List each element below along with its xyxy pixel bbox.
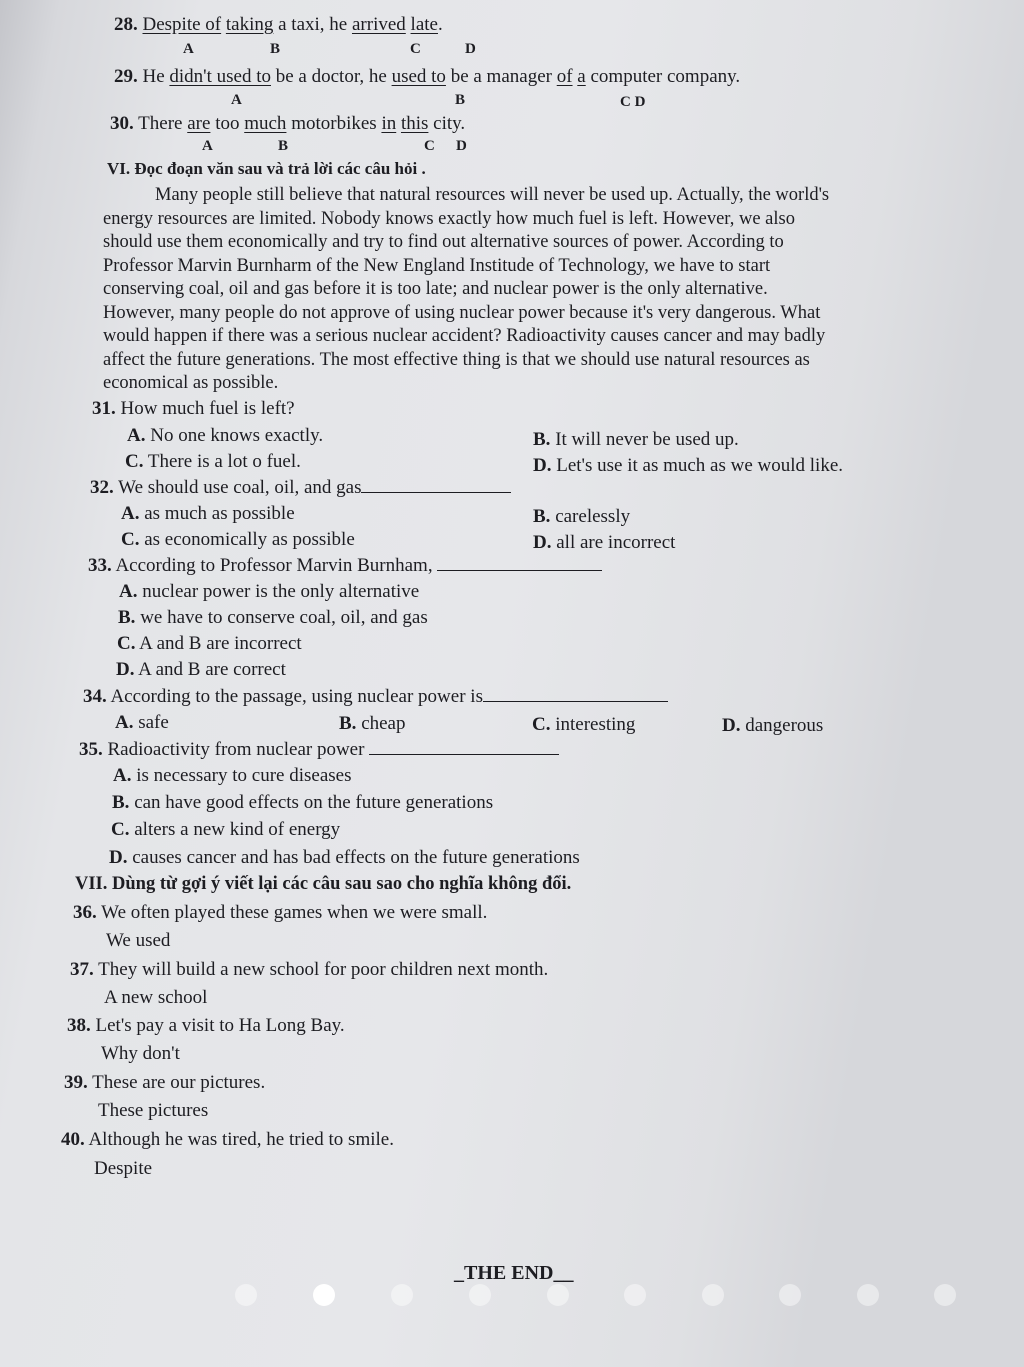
option-b: B. can have good effects on the future generations bbox=[112, 792, 494, 813]
question-30: 30. There are too much motorbikes in this city. bbox=[110, 113, 466, 134]
cue-text: We used bbox=[106, 930, 171, 951]
section-heading-7: VII. Dùng từ gợi ý viết lại các câu sau sao cho nghĩa không đổi. bbox=[75, 874, 572, 894]
question-40: 40. Although he was tired, he tried to smile. bbox=[61, 1129, 394, 1150]
option-b: B. cheap bbox=[339, 713, 406, 734]
passage-line: economical as possible. bbox=[103, 373, 279, 393]
reading-passage bbox=[103, 184, 829, 396]
question-39: 39. These are our pictures. bbox=[64, 1072, 266, 1093]
option-c: C. alters a new kind of energy bbox=[111, 819, 341, 840]
passage-line: energy resources are limited. Nobody knows exactly how much fuel is left. However, we also bbox=[103, 208, 795, 229]
page-dot[interactable] bbox=[779, 1284, 801, 1306]
cue-text: A new school bbox=[104, 987, 208, 1008]
question-32: 32. We should use coal, oil, and gas bbox=[90, 477, 511, 499]
passage-line: However, many people do not approve of using nuclear power because it's very dangerous. What bbox=[103, 302, 821, 323]
option-d: D. Let's use it as much as we would like. bbox=[533, 455, 844, 476]
option-b: B. carelessly bbox=[533, 506, 631, 527]
option-a: A. is necessary to cure diseases bbox=[113, 765, 352, 786]
label-a: A bbox=[183, 41, 194, 57]
label-c: C bbox=[410, 41, 421, 57]
answer-blank bbox=[369, 740, 559, 755]
passage-line: should use them economically and try to find out alternative sources of power. According to bbox=[103, 232, 784, 252]
page-dot[interactable] bbox=[391, 1284, 413, 1306]
passage-line: affect the future generations. The most effective thing is that we should use natural resources as bbox=[103, 349, 810, 370]
question-33: 33. According to Professor Marvin Burnham, bbox=[88, 555, 602, 577]
page-dot[interactable] bbox=[469, 1284, 491, 1306]
option-c: C. A and B are incorrect bbox=[117, 633, 302, 654]
page-dot[interactable] bbox=[547, 1284, 569, 1306]
answer-blank bbox=[437, 556, 602, 571]
option-a: A. No one knows exactly. bbox=[127, 425, 324, 446]
passage-line: Professor Marvin Burnharm of the New England Institude of Technology, we have to start bbox=[103, 255, 771, 276]
passage-line: would happen if there was a serious nuclear accident? Radioactivity causes cancer and may badly bbox=[103, 326, 826, 346]
label-d: D bbox=[456, 138, 467, 154]
label-c: C bbox=[424, 138, 435, 154]
section-heading-6: VI. Đọc đoạn văn sau và trả lời các câu hỏi . bbox=[107, 159, 426, 178]
option-d: D. A and B are correct bbox=[116, 659, 286, 680]
label-b: B bbox=[278, 138, 289, 154]
answer-blank bbox=[361, 478, 511, 493]
label-cd: C D bbox=[620, 94, 646, 110]
question-31: 31. How much fuel is left? bbox=[92, 398, 295, 419]
end-marker: _THE END__ bbox=[454, 1262, 574, 1284]
option-d: D. dangerous bbox=[722, 715, 824, 736]
option-b: B. It will never be used up. bbox=[533, 429, 739, 450]
option-a: A. as much as possible bbox=[121, 503, 295, 524]
passage-line: conserving coal, oil and gas before it is too late; and nuclear power is the only alternative. bbox=[103, 279, 768, 299]
question-34: 34. According to the passage, using nuclear power is bbox=[83, 686, 668, 708]
page-dot-active[interactable] bbox=[313, 1284, 335, 1306]
question-29: 29. He didn't used to be a doctor, he used to be a manager of a computer company. bbox=[114, 66, 741, 87]
option-c: C. interesting bbox=[532, 714, 636, 735]
label-b: B bbox=[455, 92, 466, 108]
question-35: 35. Radioactivity from nuclear power bbox=[79, 739, 559, 761]
label-b: B bbox=[270, 41, 281, 57]
cue-text: Why don't bbox=[101, 1043, 180, 1064]
passage-line: Many people still believe that natural resources will never be used up. Actually, the world's bbox=[155, 185, 830, 205]
question-38: 38. Let's pay a visit to Ha Long Bay. bbox=[67, 1015, 345, 1036]
option-d: D. causes cancer and has bad effects on the future generations bbox=[109, 847, 580, 868]
option-b: B. we have to conserve coal, oil, and gas bbox=[118, 607, 428, 628]
label-a: A bbox=[231, 92, 242, 108]
option-a: A. safe bbox=[115, 712, 169, 733]
page-dot[interactable] bbox=[235, 1284, 257, 1306]
answer-blank bbox=[483, 687, 668, 702]
question-28: 28. Despite of taking a taxi, he arrived late. bbox=[114, 14, 443, 35]
carousel-pagination bbox=[0, 1284, 1024, 1310]
option-a: A. nuclear power is the only alternative bbox=[119, 581, 420, 602]
question-36: 36. We often played these games when we were small. bbox=[73, 902, 488, 923]
option-c: C. as economically as possible bbox=[121, 529, 355, 550]
cue-text: These pictures bbox=[98, 1100, 209, 1121]
page-dot[interactable] bbox=[702, 1284, 724, 1306]
option-c: C. There is a lot o fuel. bbox=[125, 451, 301, 472]
label-a: A bbox=[202, 138, 213, 154]
label-d: D bbox=[465, 41, 476, 57]
cue-text: Despite bbox=[94, 1158, 153, 1179]
page-dot[interactable] bbox=[624, 1284, 646, 1306]
page-dot[interactable] bbox=[934, 1284, 956, 1306]
option-d: D. all are incorrect bbox=[533, 532, 676, 553]
page-dot[interactable] bbox=[857, 1284, 879, 1306]
question-37: 37. They will build a new school for poor children next month. bbox=[70, 959, 549, 980]
